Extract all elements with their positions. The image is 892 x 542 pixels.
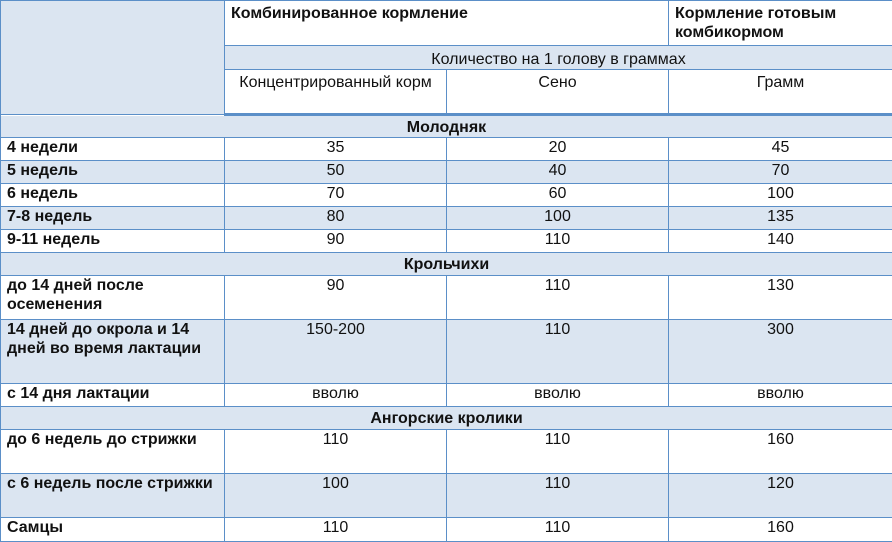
cell-concentrated: 35 bbox=[225, 138, 447, 161]
cell-hay: вволю bbox=[447, 384, 669, 407]
row-label: Самцы bbox=[1, 518, 225, 542]
cell-gram: 160 bbox=[669, 430, 892, 474]
cell-gram: 140 bbox=[669, 230, 892, 253]
cell-hay: 110 bbox=[447, 430, 669, 474]
table-row bbox=[1, 384, 892, 407]
cell-gram: 70 bbox=[669, 161, 892, 184]
cell-hay: 20 bbox=[447, 138, 669, 161]
cell-hay: 110 bbox=[447, 518, 669, 542]
header-combined-feeding: Комбинированное кормление bbox=[225, 1, 669, 46]
table-row bbox=[1, 276, 892, 320]
table-row bbox=[1, 230, 892, 253]
row-label: 14 дней до окрола и 14 дней во время лактации bbox=[1, 320, 225, 384]
table-row bbox=[1, 474, 892, 518]
header-ready-feed: Кормление готовым комбикормом bbox=[669, 1, 892, 46]
cell-gram: 130 bbox=[669, 276, 892, 320]
table-row bbox=[1, 430, 892, 474]
cell-concentrated: 90 bbox=[225, 230, 447, 253]
cell-concentrated: 110 bbox=[225, 430, 447, 474]
cell-hay: 60 bbox=[447, 184, 669, 207]
cell-gram: вволю bbox=[669, 384, 892, 407]
row-label: 7-8 недель bbox=[1, 207, 225, 230]
row-label: до 14 дней после осеменения bbox=[1, 276, 225, 320]
cell-hay: 110 bbox=[447, 474, 669, 518]
table-row bbox=[1, 184, 892, 207]
section-title-young: Молодняк bbox=[1, 115, 892, 138]
row-label: с 14 дня лактации bbox=[1, 384, 225, 407]
cell-concentrated: 50 bbox=[225, 161, 447, 184]
cell-concentrated: 90 bbox=[225, 276, 447, 320]
table-row bbox=[1, 161, 892, 184]
table-row bbox=[1, 138, 892, 161]
section-title-does: Крольчихи bbox=[1, 253, 892, 276]
cell-concentrated: 70 bbox=[225, 184, 447, 207]
row-label: 9-11 недель bbox=[1, 230, 225, 253]
cell-gram: 135 bbox=[669, 207, 892, 230]
table-row bbox=[1, 207, 892, 230]
section-row bbox=[1, 253, 892, 276]
cell-concentrated: 80 bbox=[225, 207, 447, 230]
section-title-angora: Ангорские кролики bbox=[1, 407, 892, 430]
cell-gram: 120 bbox=[669, 474, 892, 518]
subheader-hay: Сено bbox=[447, 70, 669, 115]
section-row bbox=[1, 115, 892, 138]
corner-cell bbox=[1, 1, 225, 115]
table-row bbox=[1, 518, 892, 542]
subheader-concentrated-feed: Концентрированный корм bbox=[225, 70, 447, 115]
header-amount-per-head: Количество на 1 голову в граммах bbox=[225, 46, 892, 70]
table-row bbox=[1, 320, 892, 384]
cell-gram: 300 bbox=[669, 320, 892, 384]
row-label: 5 недель bbox=[1, 161, 225, 184]
cell-concentrated: 150-200 bbox=[225, 320, 447, 384]
cell-hay: 110 bbox=[447, 276, 669, 320]
cell-gram: 45 bbox=[669, 138, 892, 161]
subheader-gram: Грамм bbox=[669, 70, 892, 115]
row-label: с 6 недель после стрижки bbox=[1, 474, 225, 518]
cell-hay: 110 bbox=[447, 320, 669, 384]
row-label: 6 недель bbox=[1, 184, 225, 207]
cell-hay: 100 bbox=[447, 207, 669, 230]
cell-concentrated: вволю bbox=[225, 384, 447, 407]
section-row bbox=[1, 407, 892, 430]
cell-gram: 100 bbox=[669, 184, 892, 207]
cell-concentrated: 110 bbox=[225, 518, 447, 542]
cell-hay: 110 bbox=[447, 230, 669, 253]
row-label: 4 недели bbox=[1, 138, 225, 161]
cell-concentrated: 100 bbox=[225, 474, 447, 518]
cell-hay: 40 bbox=[447, 161, 669, 184]
row-label: до 6 недель до стрижки bbox=[1, 430, 225, 474]
cell-gram: 160 bbox=[669, 518, 892, 542]
